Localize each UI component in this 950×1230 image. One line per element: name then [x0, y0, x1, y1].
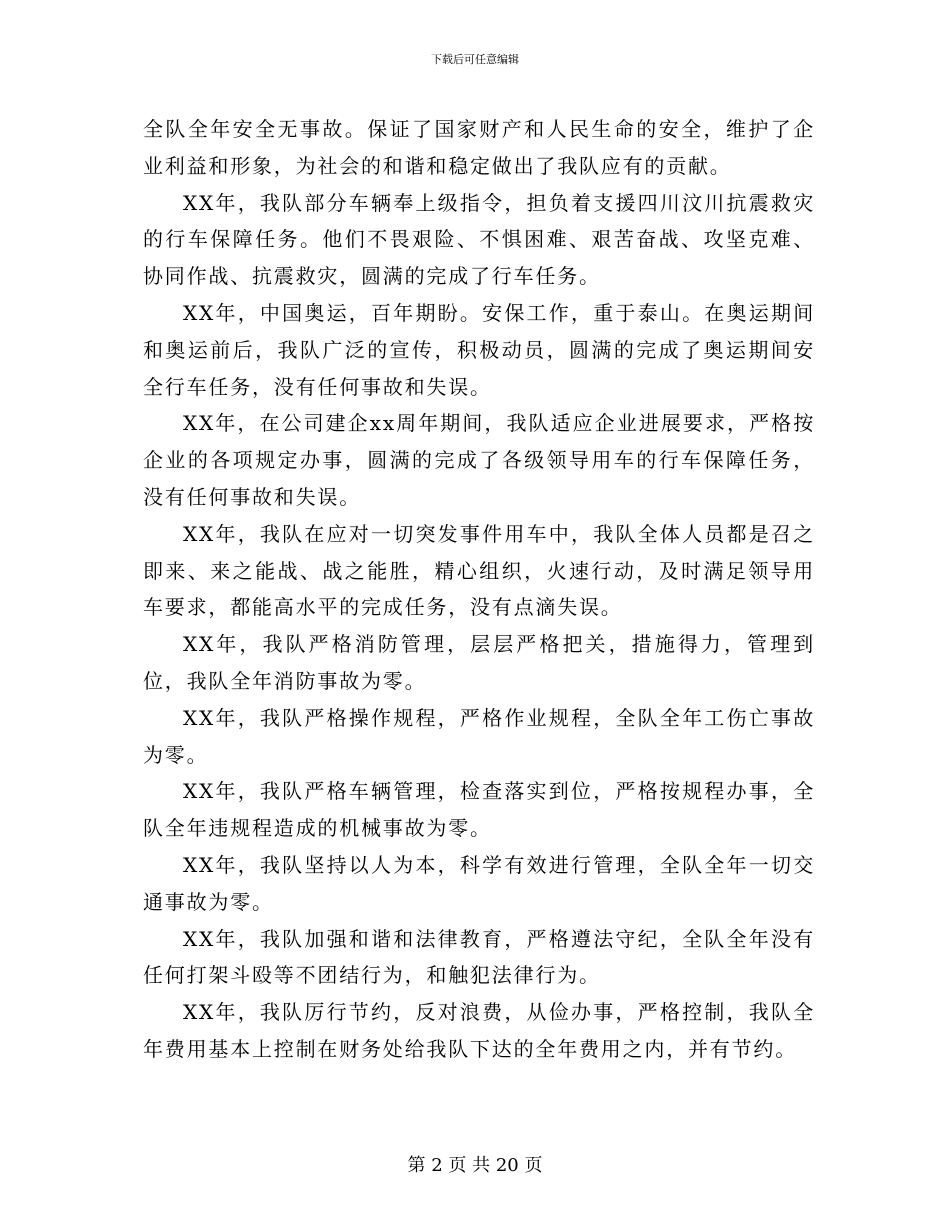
paragraph-6: XX年，我队严格消防管理，层层严格把关，措施得力，管理到位，我队全年消防事故为零。	[143, 632, 815, 693]
page-number-label: 第 2 页 共 20 页	[407, 1155, 543, 1176]
paragraph-2: XX年，我队部分车辆奉上级指令，担负着支援四川汶川抗震救灾的行车保障任务。他们不畏艰险、不惧困难、艰苦奋战、攻坚克难、协同作战、抗震救灾，圆满的完成了行车任务。	[143, 190, 815, 289]
paragraph-1: 全队全年安全无事故。保证了国家财产和人民生命的安全，维护了企业利益和形象，为社会的和谐和稳定做出了我队应有的贡献。	[143, 117, 815, 178]
paragraph-10: XX年，我队加强和谐和法律教育，严格遵法守纪，全队全年没有任何打架斗殴等不团结行为，和触犯法律行为。	[143, 926, 815, 988]
paragraph-5: XX年，我队在应对一切突发事件用车中，我队全体人员都是召之即来、来之能战、战之能胜，精心组织，火速行动，及时满足领导用车要求，都能高水平的完成任务，没有点滴失误。	[143, 521, 815, 620]
document-body	[143, 111, 815, 1068]
paragraph-4: XX年，在公司建企xx周年期间，我队适应企业进展要求，严格按企业的各项规定办事，圆满的完成了各级领导用车的行车保障任务，没有任何事故和失误。	[143, 411, 815, 509]
paragraph-9: XX年，我队坚持以人为本，科学有效进行管理，全队全年一切交通事故为零。	[143, 852, 815, 914]
paragraph-7: XX年，我队严格操作规程，严格作业规程，全队全年工伤亡事故为零。	[143, 705, 815, 767]
paragraph-8: XX年，我队严格车辆管理，检查落实到位，严格按规程办事，全队全年违规程造成的机械事故为零。	[143, 779, 815, 841]
page-footer	[0, 1155, 950, 1177]
page-header: 下载后可任意编辑	[431, 53, 519, 66]
paragraph-11: XX年，我队厉行节约，反对浪费，从俭办事，严格控制，我队全年费用基本上控制在财务处给我队下达的全年费用之内，并有节约。	[143, 1000, 815, 1061]
paragraph-3: XX年，中国奥运，百年期盼。安保工作，重于泰山。在奥运期间和奥运前后，我队广泛的宣传，积极动员，圆满的完成了奥运期间安全行车任务，没有任何事故和失误。	[143, 300, 815, 399]
